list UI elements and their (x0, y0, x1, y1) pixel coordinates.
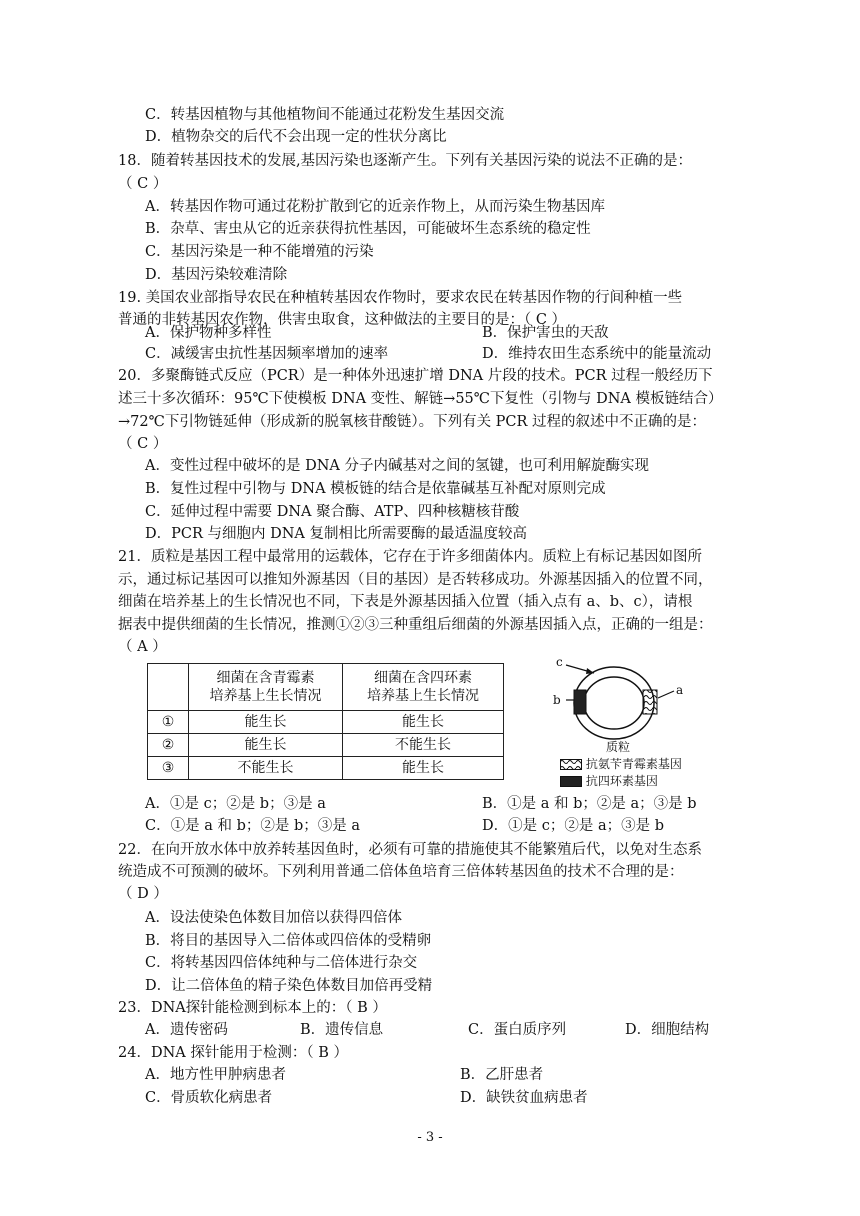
row-id: ③ (148, 757, 189, 780)
q23-option-c: C．蛋白质序列 (468, 1022, 567, 1038)
q21-stem-line4: 据表中提供细菌的生长情况，推测①②③三种重组后细菌的外源基因插入点，正确的一组是： (118, 617, 713, 633)
plasmid-caption: 质粒 (606, 740, 631, 754)
q17-option-c: C．转基因植物与其他植物间不能通过花粉发生基因交流 (145, 107, 505, 123)
q20-option-a: A．变性过程中破坏的是 DNA 分子内碱基对之间的氢键，也可利用解旋酶实现 (145, 458, 649, 474)
q20-stem-line2: 述三十多次循环：95℃下使模板 DNA 变性、解链→55℃下复性（引物与 DNA 模板链结合） (118, 391, 723, 407)
q24-option-c: C．骨质软化病患者 (145, 1090, 273, 1106)
q20-option-b: B．复性过程中引物与 DNA 模板链的结合是依靠碱基互补配对原则完成 (145, 481, 606, 497)
q23-stem: 23．DNA探针能检测到标本上的：（ B ） (118, 1000, 387, 1016)
page-number: - 3 - (417, 1130, 443, 1145)
q18-stem: 18．随着转基因技术的发展,基因污染也逐渐产生。下列有关基因污染的说法不正确的是： (118, 153, 693, 169)
tetracycline-growth: 不能生长 (343, 734, 504, 757)
q22-option-d: D．让二倍体鱼的精子染色体数目加倍再受精 (145, 978, 433, 994)
q22-stem-line2: 统造成不可预测的破坏。下列利用普通二倍体鱼培育三倍体转基因鱼的技术不合理的是： (118, 864, 684, 880)
q24-option-d: D．缺铁贫血病患者 (460, 1090, 588, 1106)
q19-option-a: A．保护物种多样性 (145, 325, 272, 341)
q18-option-b: B．杂草、害虫从它的近亲获得抗性基因，可能破坏生态系统的稳定性 (145, 221, 591, 237)
q21-stem-line1: 21．质粒是基因工程中最常用的运载体，它存在于许多细菌体内。质粒上有标记基因如图所 (118, 549, 702, 565)
insertion-site-a: a (676, 683, 684, 697)
q18-answer: （ C ） (118, 176, 168, 192)
q19-option-b: B．保护害虫的天敌 (482, 325, 609, 341)
tetracycline-header-line2: 培养基上生长情况 (367, 688, 479, 704)
legend-ampicillin-label: 抗氨苄青霉素基因 (585, 757, 682, 771)
q21-stem-line3: 细菌在培养基上的生长情况也不同，下表是外源基因插入位置（插入点有 a、b、c），请根 (118, 594, 693, 610)
penicillin-growth: 能生长 (189, 711, 343, 734)
q22-stem-line1: 22．在向开放水体中放养转基因鱼时，必须有可靠的措施使其不能繁殖后代，以免对生态系 (118, 842, 702, 858)
legend-ampicillin (560, 755, 682, 772)
legend-tetracycline-label: 抗四环素基因 (585, 774, 658, 788)
q17-option-d: D．植物杂交的后代不会出现一定的性状分离比 (145, 129, 447, 145)
table-corner-cell (148, 664, 189, 711)
solid-block-icon (560, 776, 582, 787)
table-row (148, 734, 504, 757)
q22-option-c: C．将转基因四倍体纯种与二倍体进行杂交 (145, 955, 418, 971)
q19-option-d: D．维持农田生态系统中的能量流动 (482, 346, 712, 362)
q22-option-b: B．将目的基因导入二倍体或四倍体的受精卵 (145, 933, 432, 949)
penicillin-header (189, 664, 343, 711)
tetracycline-growth: 能生长 (343, 711, 504, 734)
tetracycline-header (343, 664, 504, 711)
q22-option-a: A．设法使染色体数目加倍以获得四倍体 (145, 910, 402, 926)
insertion-site-c: c (556, 655, 563, 669)
growth-table (147, 663, 504, 780)
q19-stem-line2: 普通的非转基因农作物，供害虫取食，这种做法的主要目的是：（ C ） (118, 312, 567, 328)
q21-option-c: C．①是 a 和 b；②是 b；③是 a (145, 818, 360, 834)
q22-answer: （ D ） (118, 886, 168, 902)
q24-stem: 24．DNA 探针能用于检测：（ B ） (118, 1045, 348, 1061)
q20-stem-line3: →72℃下引物链延伸（形成新的脱氧核苷酸链）。下列有关 PCR 过程的叙述中不正确的是： (118, 414, 707, 430)
penicillin-header-line1: 细菌在含青霉素 (216, 670, 315, 686)
plasmid-figure (548, 652, 708, 787)
q19-stem-line1: 19. 美国农业部指导农民在种植转基因农作物时，要求农民在转基因作物的行间种植一些 (118, 290, 683, 306)
row-id: ② (148, 734, 189, 757)
q18-option-d: D．基因污染较难清除 (145, 267, 288, 283)
penicillin-growth: 能生长 (189, 734, 343, 757)
q20-option-d: D．PCR 与细胞内 DNA 复制相比所需要酶的最适温度较高 (145, 526, 528, 542)
ampicillin-gene-block (643, 690, 657, 714)
table-header-row (148, 664, 504, 711)
q21-option-a: A．①是 c；②是 b；③是 a (145, 796, 326, 812)
q20-option-c: C．延伸过程中需要 DNA 聚合酶、ATP、四种核糖核苷酸 (145, 504, 520, 520)
tetracycline-header-line1: 细菌在含四环素 (374, 670, 472, 686)
table-row (148, 711, 504, 734)
penicillin-growth: 不能生长 (189, 757, 343, 780)
q23-option-d: D．细胞结构 (625, 1022, 710, 1038)
q20-answer: （ C ） (118, 436, 168, 452)
table-row (148, 757, 504, 780)
q19-option-c: C．减缓害虫抗性基因频率增加的速率 (145, 346, 389, 362)
plasmid-diagram (548, 652, 708, 752)
q18-option-a: A．转基因作物可通过花粉扩散到它的近亲作物上，从而污染生物基因库 (145, 199, 605, 215)
q21-option-d: D．①是 c；②是 a；③是 b (482, 818, 664, 834)
tetracycline-growth: 能生长 (343, 757, 504, 780)
legend-tetracycline (560, 772, 658, 789)
row-id: ① (148, 711, 189, 734)
tetracycline-gene-block (574, 690, 586, 714)
insertion-site-b: b (553, 693, 561, 707)
q18-option-c: C．基因污染是一种不能增殖的污染 (145, 244, 374, 260)
q23-option-a: A．遗传密码 (145, 1022, 228, 1038)
q20-stem-line1: 20．多聚酶链式反应（PCR）是一种体外迅速扩增 DNA 片段的技术。PCR 过程一般经历下 (118, 368, 713, 384)
q24-option-b: B．乙肝患者 (460, 1067, 544, 1083)
q21-answer: （ A ） (118, 639, 167, 655)
q21-option-b: B．①是 a 和 b；②是 a；③是 b (482, 796, 697, 812)
q23-option-b: B．遗传信息 (300, 1022, 384, 1038)
wavy-pattern-icon (560, 759, 582, 770)
q21-stem-line2: 示，通过标记基因可以推知外源基因（目的基因）是否转移成功。外源基因插入的位置不同， (118, 572, 713, 588)
penicillin-header-line2: 培养基上生长情况 (209, 688, 322, 704)
q24-option-a: A．地方性甲肿病患者 (145, 1067, 286, 1083)
